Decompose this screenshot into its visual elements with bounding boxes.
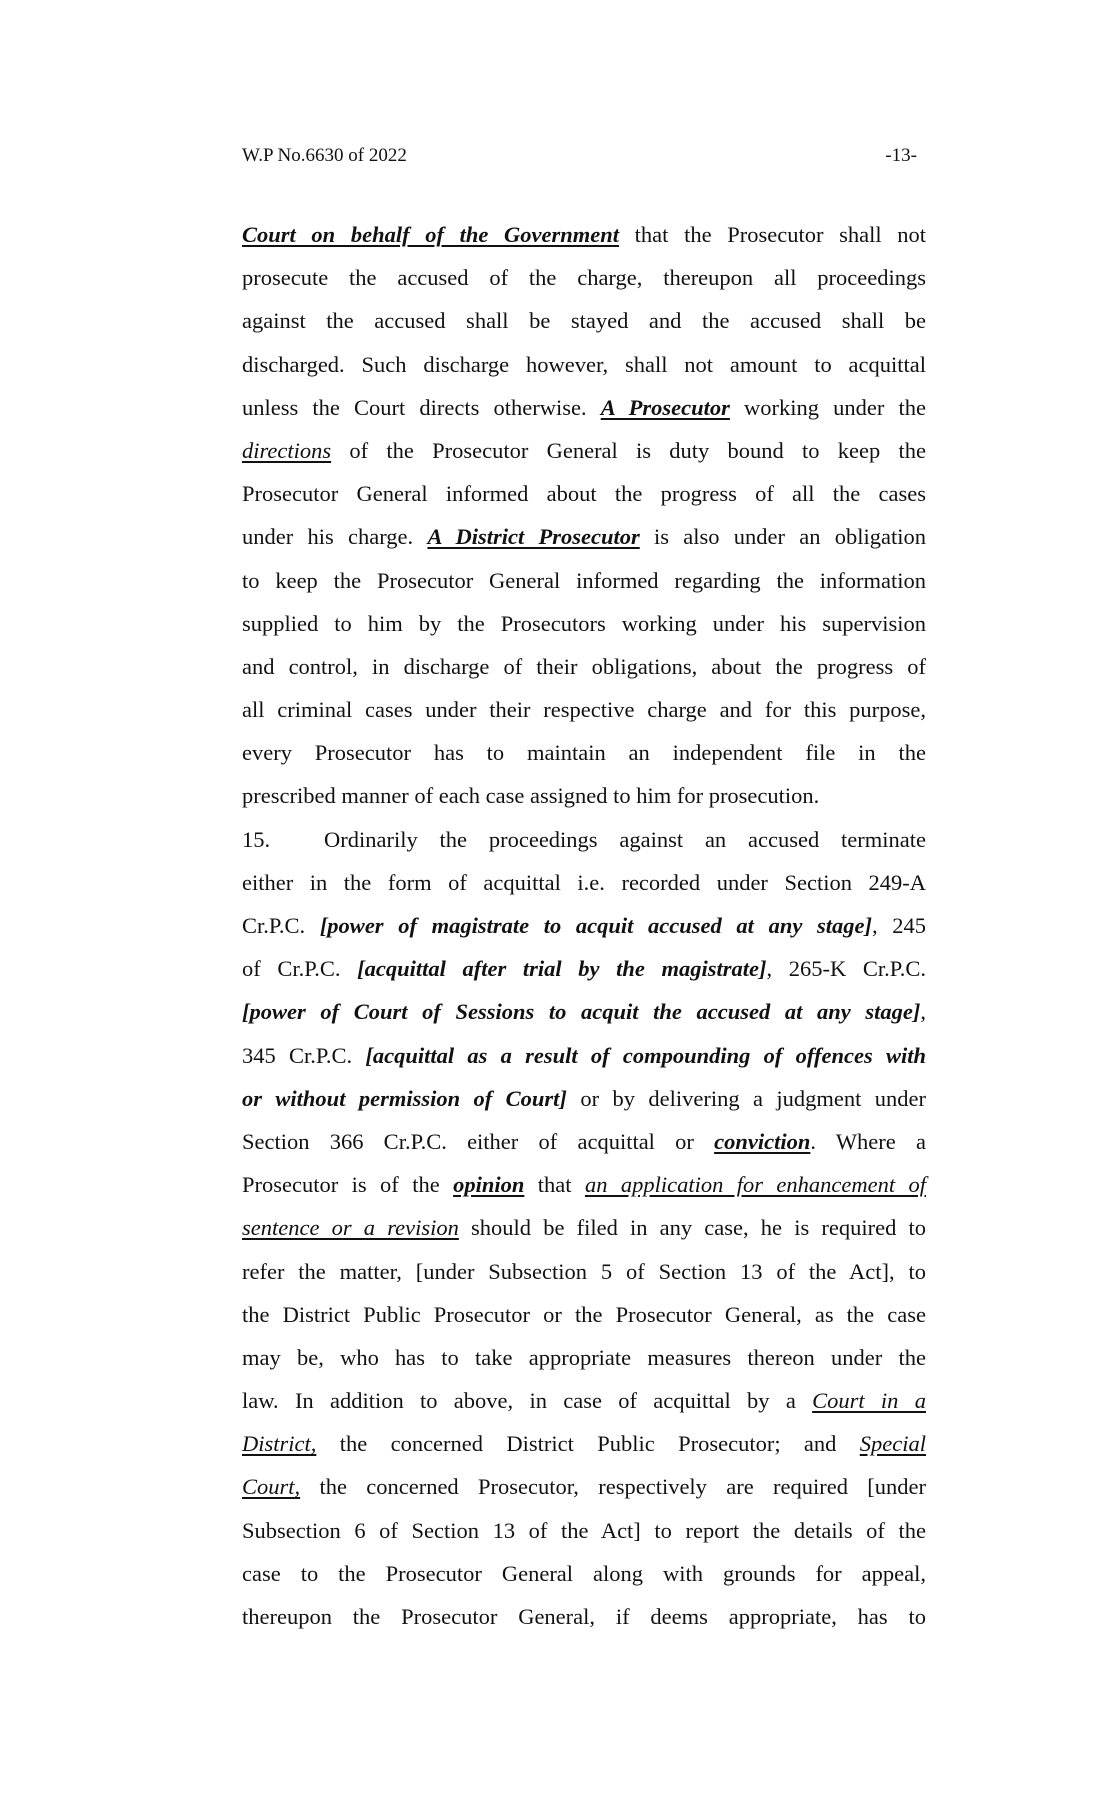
- emphasized-term: opinion: [453, 1172, 525, 1198]
- text-line: [242, 1595, 926, 1638]
- text-line-content: [242, 299, 926, 342]
- text-line-content: [242, 1509, 926, 1552]
- text-run: discharged. Such discharge however, shall not amount to acquittal: [242, 351, 926, 377]
- emphasized-term: directions: [242, 437, 332, 463]
- text-line-content: [242, 904, 926, 947]
- text-run: all criminal cases under their respective charge and for this purpose,: [242, 697, 926, 723]
- emphasized-term: Court,: [242, 1474, 301, 1500]
- text-run: Cr.P.C.: [242, 913, 320, 938]
- text-run: ,: [920, 999, 926, 1025]
- text-line: [242, 1293, 926, 1336]
- text-run: , 245: [871, 913, 926, 938]
- text-line-content: [242, 1250, 926, 1293]
- text-run: unless the Court directs otherwise.: [242, 394, 601, 420]
- text-line: [242, 1163, 926, 1206]
- text-run: is also under an obligation: [639, 524, 926, 550]
- text-line: [242, 343, 926, 386]
- text-line-content: [242, 1465, 926, 1508]
- text-line-content: [242, 774, 926, 817]
- emphasized-term: Court on behalf of the Government: [242, 222, 620, 247]
- text-line-content: [242, 861, 926, 904]
- text-run: law. In addition to above, in case of acquittal by a: [242, 1388, 813, 1414]
- text-line-content: [242, 1422, 926, 1465]
- emphasized-term: conviction: [714, 1128, 811, 1154]
- text-run: . Where a: [810, 1128, 926, 1154]
- text-line: [242, 731, 926, 774]
- text-line: [242, 1422, 926, 1465]
- text-line: [242, 1509, 926, 1552]
- text-line-content: [242, 343, 926, 386]
- text-line-content: [242, 1206, 926, 1249]
- text-run: the concerned District Public Prosecutor; and: [316, 1431, 860, 1457]
- text-run: either in the form of acquittal i.e. recorded under Section 249-A: [242, 869, 926, 895]
- page-header: [242, 144, 925, 168]
- text-line: [242, 602, 926, 645]
- text-line-content: [242, 645, 926, 688]
- text-line: [242, 1034, 926, 1077]
- text-line-content: [242, 1163, 926, 1206]
- text-run: to keep the Prosecutor General informed regarding the information: [242, 567, 926, 593]
- emphasis-text: [power of magistrate to acquit accused at any stage]: [319, 913, 872, 938]
- text-line: [242, 1552, 926, 1595]
- text-line: [242, 386, 926, 429]
- text-run: against the accused shall be stayed and the accused shall be: [242, 308, 926, 334]
- text-run: may be, who has to take appropriate measures thereon under the: [242, 1344, 926, 1370]
- text-line-content: [242, 1034, 926, 1077]
- text-run: or by delivering a judgment under: [566, 1085, 926, 1111]
- text-line: [242, 818, 926, 861]
- text-run: of the Prosecutor General is duty bound to keep the: [331, 437, 926, 463]
- text-run: prosecute the accused of the charge, thereupon all proceedings: [242, 265, 926, 291]
- text-line-content: [242, 429, 926, 472]
- text-line: [242, 645, 926, 688]
- text-line-content: [242, 472, 926, 515]
- text-run: Prosecutor General informed about the progress of all the cases: [242, 481, 926, 507]
- emphasized-term: Court in a: [812, 1388, 926, 1414]
- text-line: [242, 1379, 926, 1422]
- text-line: [242, 429, 926, 472]
- text-line-content: [242, 213, 926, 256]
- emphasized-term: sentence or a revision: [242, 1215, 459, 1241]
- text-line: [242, 1250, 926, 1293]
- text-run: and control, in discharge of their obligations, about the progress of: [242, 653, 926, 679]
- text-line: [242, 990, 926, 1033]
- text-run: of Cr.P.C.: [242, 956, 358, 982]
- text-line-content: [242, 1595, 926, 1638]
- document-body: [242, 213, 926, 1638]
- text-line-content: [242, 559, 926, 602]
- text-line-content: [242, 1293, 926, 1336]
- page-number: -13-: [885, 145, 917, 166]
- text-run: refer the matter, [under Subsection 5 of Section 13 of the Act], to: [242, 1258, 926, 1284]
- text-line-content: [242, 386, 926, 429]
- text-run: Section 366 Cr.P.C. either of acquittal or: [242, 1128, 715, 1154]
- text-line: [242, 256, 926, 299]
- text-line: [242, 1465, 926, 1508]
- text-run: Prosecutor is of the: [242, 1172, 454, 1198]
- text-run: case to the Prosecutor General along with grounds for appeal,: [242, 1560, 926, 1586]
- text-line: [242, 688, 926, 731]
- text-line-content: [242, 515, 926, 558]
- text-line: [242, 472, 926, 515]
- text-run: , 265-K Cr.P.C.: [766, 956, 927, 982]
- text-line-content: [242, 688, 926, 731]
- text-line: [242, 299, 926, 342]
- text-run: prescribed manner of each case assigned to him for prosecution.: [242, 783, 820, 809]
- emphasized-term: Special: [859, 1431, 926, 1457]
- text-line-content: [242, 731, 926, 774]
- text-run: under his charge.: [242, 524, 428, 550]
- text-run: should be filed in any case, he is required to: [458, 1215, 926, 1241]
- text-line: [242, 1336, 926, 1379]
- text-line-content: [242, 947, 926, 990]
- text-run: that: [524, 1172, 585, 1198]
- text-run: the District Public Prosecutor or the Prosecutor General, as the case: [242, 1301, 926, 1327]
- text-line: [242, 1077, 926, 1120]
- text-line-content: [242, 1120, 926, 1163]
- emphasis-text: or without permission of Court]: [242, 1085, 567, 1111]
- emphasized-term: an application for enhancement of: [584, 1172, 927, 1198]
- emphasized-term: District,: [242, 1431, 317, 1457]
- text-line-content: [242, 990, 926, 1033]
- emphasized-term: A Prosecutor: [600, 394, 730, 420]
- text-line: [242, 515, 926, 558]
- text-run: 345 Cr.P.C.: [242, 1042, 366, 1068]
- text-run: Subsection 6 of Section 13 of the Act] to report the details of the: [242, 1517, 926, 1543]
- text-run: the concerned Prosecutor, respectively are required [under: [300, 1474, 926, 1500]
- emphasis-text: [power of Court of Sessions to acquit the accused at any stage]: [242, 999, 921, 1025]
- text-line-content: [242, 1552, 926, 1595]
- text-run: that the Prosecutor shall not: [619, 222, 926, 247]
- text-run: supplied to him by the Prosecutors working under his supervision: [242, 610, 926, 636]
- text-line: [242, 904, 926, 947]
- case-number: W.P No.6630 of 2022: [242, 145, 407, 166]
- text-line: [242, 947, 926, 990]
- text-run: every Prosecutor has to maintain an independent file in the: [242, 740, 926, 766]
- text-run: Ordinarily the proceedings against an accused terminate: [324, 826, 926, 852]
- text-line: [242, 1120, 926, 1163]
- paragraph-number: 15.: [242, 826, 271, 852]
- text-line: [242, 774, 926, 817]
- text-line-content: [242, 1336, 926, 1379]
- text-run: working under the: [729, 394, 926, 420]
- emphasis-text: [acquittal after trial by the magistrate]: [357, 956, 767, 982]
- text-line: [242, 213, 926, 256]
- text-line: [242, 559, 926, 602]
- text-line: [242, 861, 926, 904]
- text-line-content: [242, 1077, 926, 1120]
- text-line-content: [242, 256, 926, 299]
- text-line: [242, 1206, 926, 1249]
- text-run: thereupon the Prosecutor General, if deems appropriate, has to: [242, 1604, 926, 1629]
- text-line-content: [242, 818, 926, 861]
- emphasis-text: [acquittal as a result of compounding of offences with: [365, 1042, 926, 1068]
- text-line-content: [242, 1379, 926, 1422]
- emphasized-term: A District Prosecutor: [427, 524, 640, 550]
- text-line-content: [242, 602, 926, 645]
